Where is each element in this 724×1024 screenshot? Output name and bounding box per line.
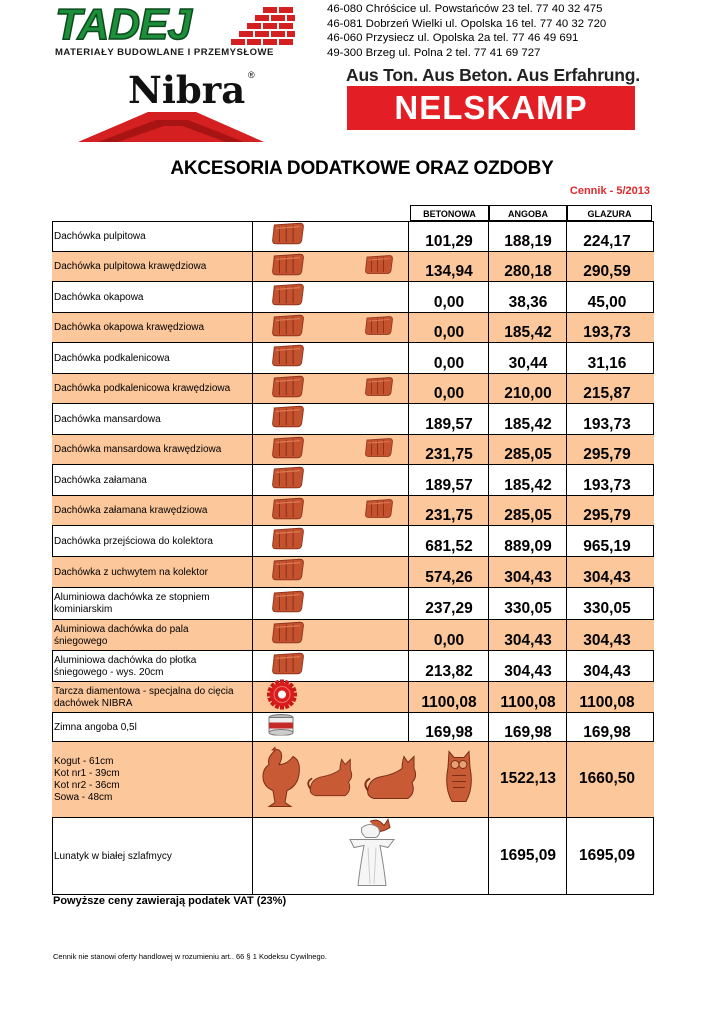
- table-row: [52, 374, 654, 404]
- product-name: Dachówka okapowa krawędziowa: [54, 322, 205, 333]
- product-name: Kogut - 61cm Kot nr1 - 39cm Kot nr2 - 36cm Sowa - 48cm: [54, 756, 120, 803]
- table-row: [52, 526, 654, 557]
- roof-icon: [78, 108, 268, 142]
- table-row: [52, 496, 654, 526]
- tile-image: [270, 496, 306, 525]
- product-name: Dachówka okapowa: [54, 291, 144, 303]
- product-name: Dachówka pulpitowa: [54, 230, 146, 242]
- price-betonowa: 101,29: [425, 232, 473, 250]
- legal-footer-note: Cennik nie stanowi oferty handlowej w rozumieniu art.. 66 § 1 Kodeksu Cywilnego.: [53, 952, 327, 961]
- price-glazura: 215,87: [583, 385, 631, 402]
- price-angoba: 304,43: [504, 631, 552, 649]
- product-name: Dachówka załamana krawędziowa: [54, 505, 208, 516]
- tile-image: [270, 621, 306, 650]
- tile-image: [270, 652, 306, 681]
- nibra-wordmark: Nibra: [128, 68, 246, 112]
- price-angoba: 304,43: [504, 662, 552, 680]
- cell-divider: [252, 374, 253, 403]
- tile-image: [270, 405, 306, 434]
- price-angoba: 185,42: [504, 324, 552, 341]
- price-betonowa: 681,52: [425, 537, 473, 555]
- tile-edge-image: [364, 375, 394, 402]
- product-name: Dachówka przejściowa do kolektora: [54, 535, 213, 547]
- cell-divider: [252, 713, 253, 741]
- price-betonowa: 169,98: [425, 723, 473, 741]
- price-angoba: 1100,08: [500, 693, 556, 711]
- price-glazura: 169,98: [583, 723, 631, 741]
- price-angoba: 185,42: [504, 415, 552, 433]
- address-line: 46-081 Dobrzeń Wielki ul. Opolska 16 tel. 77 40 32 720: [327, 17, 607, 30]
- cell-divider: [252, 557, 253, 587]
- cell-divider: [252, 343, 253, 373]
- tile-edge-image: [364, 314, 394, 341]
- price-glazura: 330,05: [583, 600, 631, 617]
- registered-mark: ®: [248, 70, 255, 80]
- product-name: Lunatyk w białej szlafmycy: [54, 850, 172, 862]
- price-glazura: 295,79: [583, 507, 631, 524]
- price-betonowa: 231,75: [425, 507, 473, 524]
- tile-image: [270, 344, 306, 373]
- sleepwalker-figure-image: [344, 818, 400, 895]
- page-title: AKCESORIA DODATKOWE ORAZ OZDOBY: [170, 158, 554, 179]
- price-betonowa: 0,00: [433, 354, 465, 372]
- column-header-angoba: ANGOBA: [489, 205, 567, 221]
- product-name: Dachówka pulpitowa krawędziowa: [54, 261, 207, 272]
- cell-divider: [252, 282, 253, 312]
- table-row: [52, 713, 654, 742]
- price-glazura: 965,19: [583, 537, 631, 555]
- price-angoba: 285,05: [504, 507, 552, 524]
- cell-divider: [252, 588, 253, 619]
- price-glazura: 304,43: [583, 568, 631, 586]
- tile-image: [270, 283, 306, 312]
- table-row: [52, 588, 654, 620]
- price-list-version: Cennik - 5/2013: [569, 185, 650, 197]
- cell-divider: [252, 435, 253, 464]
- price-angoba: 185,42: [504, 476, 552, 494]
- table-row: [52, 682, 654, 713]
- price-betonowa: 574,26: [425, 568, 473, 586]
- price-glazura: 304,43: [583, 631, 631, 649]
- price-betonowa: 1100,08: [421, 693, 477, 711]
- table-row: [52, 435, 654, 465]
- tile-image: [270, 374, 306, 403]
- price-betonowa: 213,82: [425, 662, 473, 680]
- product-name: Dachówka podkalenicowa: [54, 352, 170, 364]
- price-glazura: 1695,09: [578, 846, 636, 864]
- tile-image: [270, 589, 306, 618]
- column-header-glazura: GLAZURA: [567, 205, 652, 221]
- price-betonowa: 189,57: [425, 415, 473, 433]
- price-betonowa: 0,00: [433, 293, 465, 311]
- price-glazura: 304,43: [583, 662, 631, 680]
- tadej-tagline: MATERIAŁY BUDOWLANE I PRZEMYSŁOWE: [55, 47, 274, 58]
- price-betonowa: 189,57: [425, 476, 473, 494]
- cell-divider: [252, 404, 253, 434]
- saw-blade-image: [267, 680, 297, 715]
- product-name: Tarcza diamentowa - specjalna do cięcia dachówek NIBRA: [54, 685, 234, 709]
- address-line: 46-060 Przysiecz ul. Opolska 2a tel. 77 46 49 691: [327, 32, 579, 45]
- cell-divider: [252, 651, 253, 681]
- nelskamp-logo: [347, 86, 635, 130]
- table-row: [52, 221, 654, 252]
- price-angoba: 304,43: [504, 568, 552, 586]
- column-header-betonowa: BETONOWA: [410, 205, 489, 221]
- price-betonowa: 0,00: [433, 385, 465, 402]
- tile-image: [270, 527, 306, 556]
- tile-edge-image: [364, 253, 394, 280]
- rooster-figure-image: [257, 746, 303, 813]
- price-glazura: 295,79: [583, 446, 631, 463]
- price-angoba: 330,05: [504, 600, 552, 617]
- table-row: [52, 818, 654, 895]
- address-list: [327, 2, 606, 60]
- tile-image: [270, 313, 306, 342]
- cat-figure-image: [307, 754, 359, 805]
- product-name: Zimna angoba 0,5l: [54, 721, 137, 733]
- address-line: 49-300 Brzeg ul. Polna 2 tel. 77 41 69 727: [327, 46, 541, 59]
- nelskamp-tagline: Aus Ton. Aus Beton. Aus Erfahrung.: [346, 65, 640, 85]
- cell-divider: [252, 465, 253, 495]
- price-glazura: 193,73: [583, 476, 631, 494]
- table-row: [52, 651, 654, 682]
- cell-divider: [252, 682, 253, 712]
- tile-image: [270, 466, 306, 495]
- product-name: Dachówka podkalenicowa krawędziowa: [54, 383, 231, 394]
- price-angoba: 210,00: [504, 385, 552, 402]
- price-angoba: 1695,09: [499, 846, 557, 864]
- cell-divider: [252, 620, 253, 650]
- table-row: [52, 742, 654, 818]
- table-row: [52, 557, 654, 588]
- price-betonowa: 237,29: [425, 600, 473, 617]
- nelskamp-wordmark: NELSKAMP: [394, 89, 588, 126]
- price-betonowa: 134,94: [425, 263, 473, 280]
- price-glazura: 45,00: [587, 293, 627, 311]
- price-angoba: 1522,13: [499, 770, 557, 787]
- table-row: [52, 620, 654, 651]
- tile-image: [270, 435, 306, 464]
- product-name: Dachówka załamana: [54, 474, 147, 486]
- product-name: Dachówka z uchwytem na kolektor: [54, 566, 208, 578]
- price-angoba: 889,09: [504, 537, 552, 555]
- product-name: Dachówka mansardowa: [54, 413, 161, 425]
- price-glazura: 193,73: [583, 324, 631, 341]
- cell-divider: [252, 313, 253, 342]
- price-angoba: 280,18: [504, 263, 552, 280]
- cell-divider: [252, 221, 253, 251]
- tile-image: [270, 252, 306, 281]
- brick-wall-icon: [223, 7, 295, 47]
- tile-image: [270, 222, 306, 251]
- cell-divider: [252, 526, 253, 556]
- tile-edge-image: [364, 497, 394, 524]
- tadej-logo: [55, 0, 295, 65]
- tile-edge-image: [364, 436, 394, 463]
- owl-figure-image: [444, 747, 474, 812]
- price-betonowa: 0,00: [433, 631, 465, 649]
- cell-divider: [252, 496, 253, 525]
- product-name: Aluminiowa dachówka ze stopniem kominiarskim: [54, 592, 210, 615]
- nibra-logo: [78, 68, 268, 143]
- price-glazura: 193,73: [583, 415, 631, 433]
- product-name: Dachówka mansardowa krawędziowa: [54, 444, 222, 455]
- price-glazura: 1100,08: [579, 693, 635, 711]
- table-row: [52, 252, 654, 282]
- table-row: [52, 282, 654, 313]
- table-row: [52, 404, 654, 435]
- paint-can-image: [267, 714, 295, 741]
- cell-divider: [252, 252, 253, 281]
- product-name: Aluminiowa dachówka do pala śniegowego: [54, 623, 189, 647]
- cat-figure-image: [364, 752, 424, 807]
- tadej-wordmark: TADEJ: [55, 0, 191, 49]
- price-angoba: 30,44: [508, 354, 548, 372]
- price-glazura: 224,17: [583, 232, 631, 250]
- cell-divider: [252, 818, 253, 894]
- table-row: [52, 343, 654, 374]
- price-betonowa: [409, 818, 489, 893]
- price-angoba: 169,98: [504, 723, 552, 741]
- price-betonowa: 0,00: [433, 324, 465, 341]
- price-glazura: 31,16: [587, 354, 627, 372]
- tile-image: [270, 558, 306, 587]
- address-line: 46-080 Chróścice ul. Powstańców 23 tel. 77 40 32 475: [327, 3, 603, 15]
- price-betonowa: 231,75: [425, 446, 473, 463]
- vat-note: Powyższe ceny zawierają podatek VAT (23%): [53, 895, 287, 907]
- product-name: Aluminiowa dachówka do płotka śniegowego - wys. 20cm: [54, 654, 197, 678]
- price-glazura: 1660,50: [578, 770, 636, 787]
- table-row: [52, 465, 654, 496]
- price-angoba: 188,19: [504, 232, 552, 250]
- cell-divider: [252, 742, 253, 817]
- price-angoba: 38,36: [508, 293, 548, 311]
- table-row: [52, 313, 654, 343]
- price-angoba: 285,05: [504, 446, 552, 463]
- price-glazura: 290,59: [583, 263, 631, 280]
